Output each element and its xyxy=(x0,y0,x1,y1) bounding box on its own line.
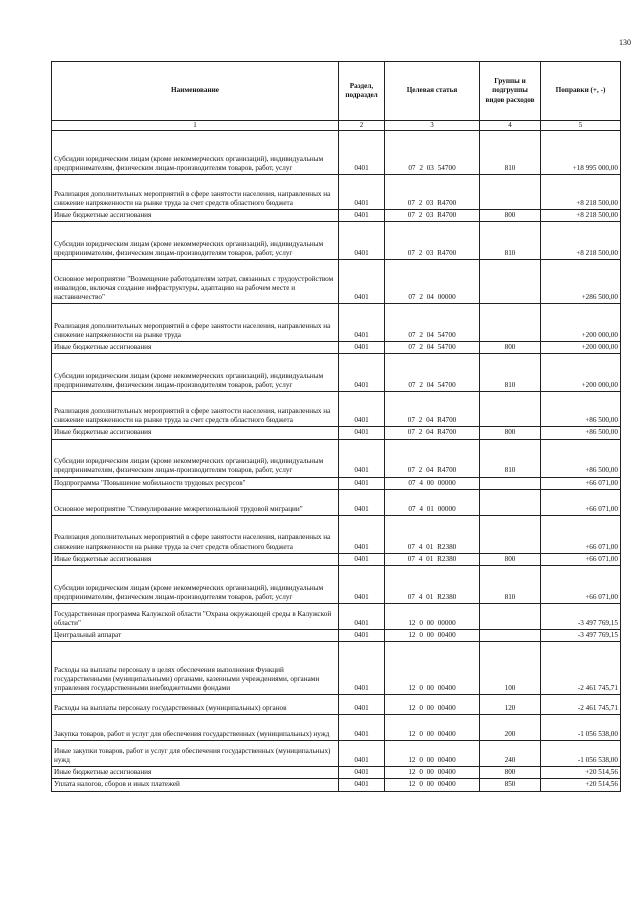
row-amount: +200 000,00 xyxy=(541,304,621,342)
row-article: 07 2 04 00000 xyxy=(385,260,480,304)
row-group xyxy=(480,174,541,209)
table-row xyxy=(52,477,621,489)
row-article: 12 0 00 00400 xyxy=(385,741,480,767)
row-section: 0401 xyxy=(339,130,385,174)
row-name: Расходы на выплаты персоналу государственных (муниципальных) органов xyxy=(52,695,339,715)
col-header-article: Целевая статья xyxy=(385,62,480,121)
row-amount: +8 218 500,00 xyxy=(541,222,621,260)
row-name: Реализация дополнительных мероприятий в сфере занятости населения, направленных на снижение напряженности на рынке труда за счет средств областного бюджета xyxy=(52,174,339,209)
row-section: 0401 xyxy=(339,304,385,342)
row-name: Основное мероприятие "Возмещение работодателям затрат, связанных с трудоустройством инвалидов, включая создание инфраструктуры, адаптацию на рабочем месте и наставничество" xyxy=(52,260,339,304)
col-header-amount: Поправки (+, -) xyxy=(541,62,621,121)
row-amount: +8 218 500,00 xyxy=(541,209,621,221)
col-number: 4 xyxy=(480,121,541,131)
row-section: 0401 xyxy=(339,439,385,477)
row-amount: -2 461 745,71 xyxy=(541,642,621,695)
row-amount: +66 071,00 xyxy=(541,489,621,515)
row-section: 0401 xyxy=(339,553,385,565)
row-article: 07 2 04 R4700 xyxy=(385,427,480,439)
table-row xyxy=(52,260,621,304)
page-number: 130 xyxy=(619,38,631,47)
row-article: 07 2 04 54700 xyxy=(385,304,480,342)
row-name: Реализация дополнительных мероприятий в сфере занятости населения, направленных на снижение напряженности на рынке труда xyxy=(52,304,339,342)
table-row xyxy=(52,342,621,354)
table-row xyxy=(52,779,621,791)
row-article: 07 4 01 R2380 xyxy=(385,553,480,565)
row-section: 0401 xyxy=(339,342,385,354)
row-name: Субсидии юридическим лицам (кроме некоммерческих организаций), индивидуальным предпринимателям, физическим лицам-производителям товаров, работ, услуг xyxy=(52,354,339,392)
row-group: 800 xyxy=(480,553,541,565)
col-header-name: Наименование xyxy=(52,62,339,121)
row-article: 07 2 04 54700 xyxy=(385,354,480,392)
row-section: 0401 xyxy=(339,515,385,553)
row-article: 07 2 03 R4700 xyxy=(385,222,480,260)
row-article: 12 0 00 00400 xyxy=(385,630,480,642)
row-section: 0401 xyxy=(339,489,385,515)
row-article: 07 2 03 R4700 xyxy=(385,174,480,209)
row-name: Иные бюджетные ассигнования xyxy=(52,427,339,439)
row-article: 12 0 00 00400 xyxy=(385,695,480,715)
row-name: Субсидии юридическим лицам (кроме некоммерческих организаций), индивидуальным предпринимателям, физическим лицам-производителям товаров, работ, услуг xyxy=(52,566,339,604)
table-row xyxy=(52,439,621,477)
table-row xyxy=(52,222,621,260)
row-section: 0401 xyxy=(339,642,385,695)
row-name: Подпрограмма "Повышение мобильности трудовых ресурсов" xyxy=(52,477,339,489)
row-group: 120 xyxy=(480,695,541,715)
row-section: 0401 xyxy=(339,477,385,489)
row-group: 100 xyxy=(480,642,541,695)
row-group: 810 xyxy=(480,354,541,392)
col-number: 1 xyxy=(52,121,339,131)
table-row xyxy=(52,553,621,565)
row-amount: +66 071,00 xyxy=(541,553,621,565)
row-section: 0401 xyxy=(339,354,385,392)
row-group: 810 xyxy=(480,439,541,477)
row-amount: +66 071,00 xyxy=(541,477,621,489)
row-amount: -3 497 769,15 xyxy=(541,630,621,642)
row-article: 07 2 03 R4700 xyxy=(385,209,480,221)
col-number: 3 xyxy=(385,121,480,131)
col-number: 2 xyxy=(339,121,385,131)
row-name: Иные бюджетные ассигнования xyxy=(52,553,339,565)
row-amount: +86 500,00 xyxy=(541,427,621,439)
table-row xyxy=(52,715,621,741)
row-group: 810 xyxy=(480,130,541,174)
row-amount: +66 071,00 xyxy=(541,515,621,553)
row-article: 07 2 03 54700 xyxy=(385,130,480,174)
row-name: Субсидии юридическим лицам (кроме некоммерческих организаций), индивидуальным предпринимателям, физическим лицам-производителям товаров, работ, услуг xyxy=(52,222,339,260)
row-section: 0401 xyxy=(339,779,385,791)
row-section: 0401 xyxy=(339,427,385,439)
column-number-row xyxy=(52,121,621,131)
row-amount: +86 500,00 xyxy=(541,439,621,477)
row-section: 0401 xyxy=(339,260,385,304)
row-amount: +8 218 500,00 xyxy=(541,174,621,209)
col-header-section: Раздел, подраздел xyxy=(339,62,385,121)
row-group: 240 xyxy=(480,741,541,767)
table-row xyxy=(52,642,621,695)
table-row xyxy=(52,515,621,553)
table-row xyxy=(52,566,621,604)
row-article: 12 0 00 00400 xyxy=(385,779,480,791)
row-group: 800 xyxy=(480,209,541,221)
row-name: Субсидии юридическим лицам (кроме некоммерческих организаций), индивидуальным предпринимателям, физическим лицам-производителям товаров, работ, услуг xyxy=(52,439,339,477)
row-group xyxy=(480,604,541,630)
row-section: 0401 xyxy=(339,604,385,630)
row-name: Закупка товаров, работ и услуг для обеспечения государственных (муниципальных) нужд xyxy=(52,715,339,741)
row-name: Реализация дополнительных мероприятий в сфере занятости населения, направленных на снижение напряженности на рынке труда за счет средств областного бюджета xyxy=(52,515,339,553)
row-section: 0401 xyxy=(339,392,385,427)
row-name: Центральный аппарат xyxy=(52,630,339,642)
row-name: Основное мероприятие "Стимулирование межрегиональной трудовой миграции" xyxy=(52,489,339,515)
table-row xyxy=(52,427,621,439)
row-name: Иные бюджетные ассигнования xyxy=(52,342,339,354)
row-name: Иные бюджетные ассигнования xyxy=(52,767,339,779)
row-section: 0401 xyxy=(339,715,385,741)
row-article: 12 0 00 00400 xyxy=(385,642,480,695)
table-row xyxy=(52,392,621,427)
table-row xyxy=(52,304,621,342)
row-section: 0401 xyxy=(339,695,385,715)
row-section: 0401 xyxy=(339,566,385,604)
table-row xyxy=(52,741,621,767)
col-number: 5 xyxy=(541,121,621,131)
row-name: Иные бюджетные ассигнования xyxy=(52,209,339,221)
row-group xyxy=(480,630,541,642)
row-amount: +20 514,56 xyxy=(541,767,621,779)
row-group: 850 xyxy=(480,779,541,791)
row-article: 07 2 04 54700 xyxy=(385,342,480,354)
row-article: 12 0 00 00400 xyxy=(385,767,480,779)
row-article: 07 4 00 00000 xyxy=(385,477,480,489)
row-name: Расходы на выплаты персоналу в целях обеспечения выполнения Функций государственными (муниципальными) органами, казенными учреждениями, органами управления государственными внебюджетными фондами xyxy=(52,642,339,695)
row-amount: -1 056 538,00 xyxy=(541,741,621,767)
budget-amendments-table xyxy=(51,61,621,792)
table-row xyxy=(52,489,621,515)
row-article: 07 2 04 R4700 xyxy=(385,439,480,477)
table-row xyxy=(52,630,621,642)
row-amount: +200 000,00 xyxy=(541,354,621,392)
row-article: 12 0 00 00400 xyxy=(385,715,480,741)
row-article: 07 2 04 R4700 xyxy=(385,392,480,427)
row-group: 200 xyxy=(480,715,541,741)
row-section: 0401 xyxy=(339,174,385,209)
row-group: 800 xyxy=(480,342,541,354)
row-section: 0401 xyxy=(339,741,385,767)
row-name: Иные закупки товаров, работ и услуг для обеспечения государственных (муниципальных) нужд xyxy=(52,741,339,767)
row-article: 07 4 01 00000 xyxy=(385,489,480,515)
row-section: 0401 xyxy=(339,630,385,642)
row-section: 0401 xyxy=(339,209,385,221)
row-section: 0401 xyxy=(339,767,385,779)
row-group: 810 xyxy=(480,566,541,604)
row-group xyxy=(480,515,541,553)
row-amount: +66 071,00 xyxy=(541,566,621,604)
row-group: 800 xyxy=(480,767,541,779)
table-row xyxy=(52,695,621,715)
table-row xyxy=(52,767,621,779)
table-row xyxy=(52,130,621,174)
row-amount: -1 056 538,00 xyxy=(541,715,621,741)
row-amount: +18 995 000,00 xyxy=(541,130,621,174)
row-name: Государственная программа Калужской области "Охрана окружающей среды в Калужской области" xyxy=(52,604,339,630)
table-row xyxy=(52,209,621,221)
row-article: 07 4 01 R2380 xyxy=(385,566,480,604)
table-row xyxy=(52,174,621,209)
table-row xyxy=(52,604,621,630)
row-group xyxy=(480,260,541,304)
row-name: Уплата налогов, сборов и иных платежей xyxy=(52,779,339,791)
row-amount: -2 461 745,71 xyxy=(541,695,621,715)
row-group xyxy=(480,477,541,489)
row-group: 810 xyxy=(480,222,541,260)
table-row xyxy=(52,354,621,392)
row-amount: +20 514,56 xyxy=(541,779,621,791)
row-article: 07 4 01 R2380 xyxy=(385,515,480,553)
row-amount: +200 000,00 xyxy=(541,342,621,354)
row-article: 12 0 00 00000 xyxy=(385,604,480,630)
row-amount: +286 500,00 xyxy=(541,260,621,304)
col-header-group: Группы и подгруппы видов расходов xyxy=(480,62,541,121)
row-amount: -3 497 769,15 xyxy=(541,604,621,630)
row-group xyxy=(480,304,541,342)
row-section: 0401 xyxy=(339,222,385,260)
row-amount: +86 500,00 xyxy=(541,392,621,427)
row-group xyxy=(480,489,541,515)
row-name: Субсидии юридическим лицам (кроме некоммерческих организаций), индивидуальным предпринимателям, физическим лицам-производителям товаров, работ, услуг xyxy=(52,130,339,174)
row-group xyxy=(480,392,541,427)
row-name: Реализация дополнительных мероприятий в сфере занятости населения, направленных на снижение напряженности на рынке труда за счет средств областного бюджета xyxy=(52,392,339,427)
row-group: 800 xyxy=(480,427,541,439)
table-header-row xyxy=(52,62,621,121)
